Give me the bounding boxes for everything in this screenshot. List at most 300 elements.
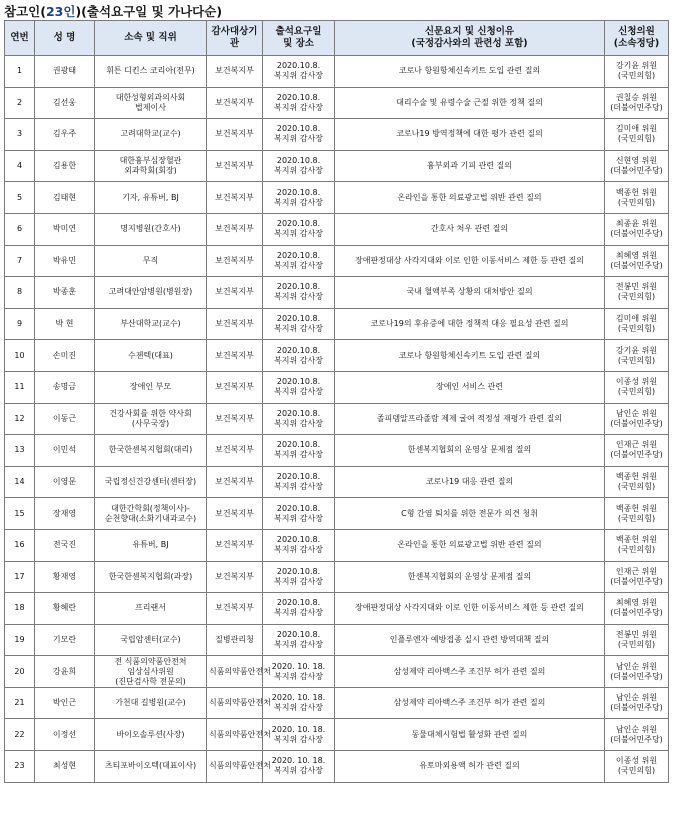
table-row xyxy=(5,308,669,340)
cell-member xyxy=(605,119,669,151)
date-text: 2020. 10. 18. xyxy=(271,724,326,734)
cell-no: 22 xyxy=(5,719,35,751)
cell-affiliation xyxy=(95,561,207,593)
cell-gist: 온라인을 통한 의료광고법 위반 관련 질의 xyxy=(335,182,605,214)
cell-gist: 온라인을 통한 의료광고법 위반 관련 질의 xyxy=(335,529,605,561)
cell-agency: 보건복지부 xyxy=(207,529,263,561)
header-member-line2: (소속정당) xyxy=(613,38,660,49)
cell-affiliation xyxy=(95,277,207,309)
cell-gist: 장애판정대상 사각지대와 이로 인한 이동서비스 제한 등 관련 질의 xyxy=(335,245,605,277)
cell-no: 4 xyxy=(5,150,35,182)
member-party: (더불어민주당) xyxy=(610,166,663,176)
member-party: (국민의힘) xyxy=(617,766,656,776)
member-name: 전봉민 위원 xyxy=(615,629,658,639)
affiliation-line: 대한흉부심장혈관 xyxy=(119,156,182,166)
cell-affiliation xyxy=(95,308,207,340)
cell-name: 김태현 xyxy=(35,182,95,214)
table-row xyxy=(5,245,669,277)
table-row xyxy=(5,403,669,435)
cell-name: 황재영 xyxy=(35,561,95,593)
cell-member xyxy=(605,529,669,561)
cell-affiliation xyxy=(95,340,207,372)
member-name: 최혜영 위원 xyxy=(615,598,658,608)
cell-member xyxy=(605,245,669,277)
place-text: 복지위 감사장 xyxy=(274,639,323,649)
header-agency: 감사대상기관 xyxy=(207,21,263,56)
date-text: 2020.10.8. xyxy=(276,598,321,608)
member-name: 남인순 위원 xyxy=(615,724,658,734)
cell-member xyxy=(605,498,669,530)
witness-table xyxy=(4,20,669,783)
affiliation-line: 프리랜서 xyxy=(135,603,166,613)
table-row xyxy=(5,182,669,214)
date-text: 2020.10.8. xyxy=(276,408,321,418)
affiliation-line: 유튜버, BJ xyxy=(132,540,169,550)
cell-member xyxy=(605,340,669,372)
cell-name: 박인근 xyxy=(35,687,95,719)
member-name: 남인순 위원 xyxy=(615,693,658,703)
cell-member xyxy=(605,277,669,309)
header-member-line1: 신청의원 xyxy=(618,26,655,37)
affiliation-line: 순천향대(소화기내과교수) xyxy=(104,513,197,523)
header-gist-line2: (국정감사와의 관련성 포함) xyxy=(411,38,528,49)
cell-name: 박종훈 xyxy=(35,277,95,309)
cell-date-place xyxy=(263,56,335,88)
place-text: 복지위 감사장 xyxy=(274,482,323,492)
cell-date-place xyxy=(263,119,335,151)
member-party: (국민의힘) xyxy=(617,292,656,302)
header-no: 연번 xyxy=(5,21,35,56)
cell-date-place xyxy=(263,561,335,593)
member-name: 이종성 위원 xyxy=(615,756,658,766)
affiliation-line: 고려대안암병원(병원장) xyxy=(108,287,193,297)
table-row xyxy=(5,561,669,593)
table-row xyxy=(5,751,669,783)
member-name: 신현영 위원 xyxy=(615,156,658,166)
member-party: (국민의힘) xyxy=(617,387,656,397)
cell-date-place xyxy=(263,150,335,182)
member-party: (국민의힘) xyxy=(617,545,656,555)
cell-name: 전국진 xyxy=(35,529,95,561)
date-text: 2020.10.8. xyxy=(276,61,321,71)
cell-date-place xyxy=(263,308,335,340)
cell-member xyxy=(605,624,669,656)
cell-gist: 국내 혈액부족 상황의 대처방안 질의 xyxy=(335,277,605,309)
cell-agency: 식품의약품안전처 xyxy=(207,656,263,688)
cell-name: 이동근 xyxy=(35,403,95,435)
cell-gist: 대리수술 및 유령수술 근절 위한 정책 질의 xyxy=(335,87,605,119)
cell-no: 8 xyxy=(5,277,35,309)
table-row xyxy=(5,466,669,498)
place-text: 복지위 감사장 xyxy=(274,134,323,144)
member-name: 백종헌 위원 xyxy=(615,503,658,513)
member-party: (국민의힘) xyxy=(617,324,656,334)
member-party: (더불어민주당) xyxy=(610,260,663,270)
date-text: 2020. 10. 18. xyxy=(271,756,326,766)
cell-agency: 보건복지부 xyxy=(207,498,263,530)
cell-affiliation xyxy=(95,182,207,214)
cell-name: 김용한 xyxy=(35,150,95,182)
date-text: 2020.10.8. xyxy=(276,250,321,260)
cell-member xyxy=(605,466,669,498)
cell-name: 박미연 xyxy=(35,213,95,245)
cell-no: 19 xyxy=(5,624,35,656)
cell-date-place xyxy=(263,403,335,435)
affiliation-line: 한국한센복지협회(과장) xyxy=(108,571,193,581)
cell-affiliation xyxy=(95,624,207,656)
cell-agency: 질병관리청 xyxy=(207,624,263,656)
cell-date-place xyxy=(263,435,335,467)
cell-affiliation xyxy=(95,56,207,88)
cell-date-place xyxy=(263,371,335,403)
cell-affiliation xyxy=(95,466,207,498)
member-party: (국민의힘) xyxy=(617,355,656,365)
cell-no: 12 xyxy=(5,403,35,435)
header-date-place-line2: 및 장소 xyxy=(283,38,314,49)
cell-gist: 간호사 처우 관련 질의 xyxy=(335,213,605,245)
member-party: (국민의힘) xyxy=(617,513,656,523)
cell-affiliation xyxy=(95,403,207,435)
place-text: 복지위 감사장 xyxy=(274,671,323,681)
member-name: 남인순 위원 xyxy=(615,661,658,671)
cell-gist: 코로나 항원항체신속키트 도입 관련 질의 xyxy=(335,340,605,372)
cell-affiliation xyxy=(95,150,207,182)
table-row xyxy=(5,593,669,625)
affiliation-line: 임상심사위원 xyxy=(127,666,174,676)
cell-no: 5 xyxy=(5,182,35,214)
cell-agency: 보건복지부 xyxy=(207,308,263,340)
member-party: (더불어민주당) xyxy=(610,576,663,586)
affiliation-line: 가천대 길병원(교수) xyxy=(115,698,186,708)
date-text: 2020.10.8. xyxy=(276,187,321,197)
cell-agency: 보건복지부 xyxy=(207,593,263,625)
title-prefix: 참고인( xyxy=(4,4,46,19)
cell-agency: 보건복지부 xyxy=(207,403,263,435)
affiliation-line: 국립암센터(교수) xyxy=(120,634,181,644)
cell-agency: 보건복지부 xyxy=(207,87,263,119)
place-text: 복지위 감사장 xyxy=(274,102,323,112)
cell-name: 권광태 xyxy=(35,56,95,88)
cell-date-place xyxy=(263,593,335,625)
cell-member xyxy=(605,403,669,435)
cell-name: 송명금 xyxy=(35,371,95,403)
date-text: 2020.10.8. xyxy=(276,156,321,166)
cell-member xyxy=(605,593,669,625)
cell-gist: 한센복지협회의 운영상 문제점 질의 xyxy=(335,435,605,467)
cell-agency: 보건복지부 xyxy=(207,435,263,467)
document-title xyxy=(4,2,222,20)
cell-affiliation xyxy=(95,119,207,151)
cell-no: 21 xyxy=(5,687,35,719)
cell-name: 박유민 xyxy=(35,245,95,277)
cell-agency: 보건복지부 xyxy=(207,119,263,151)
cell-name: 김우주 xyxy=(35,119,95,151)
cell-affiliation xyxy=(95,87,207,119)
cell-no: 13 xyxy=(5,435,35,467)
cell-name: 이민석 xyxy=(35,435,95,467)
cell-date-place xyxy=(263,719,335,751)
affiliation-line: 기자, 유튜버, BJ xyxy=(122,192,179,202)
member-name: 백종헌 위원 xyxy=(615,187,658,197)
table-row xyxy=(5,687,669,719)
table-row xyxy=(5,56,669,88)
date-text: 2020. 10. 18. xyxy=(271,693,326,703)
member-party: (더불어민주당) xyxy=(610,608,663,618)
cell-gist: 코로나19의 후유증에 대한 정책적 대응 필요성 관련 질의 xyxy=(335,308,605,340)
cell-gist: 코로나19 대응 관련 질의 xyxy=(335,466,605,498)
cell-no: 7 xyxy=(5,245,35,277)
cell-date-place xyxy=(263,498,335,530)
cell-affiliation xyxy=(95,245,207,277)
header-gist xyxy=(335,21,605,56)
cell-gist: 코로나19 방역정책에 대한 평가 관련 질의 xyxy=(335,119,605,151)
cell-name: 손미진 xyxy=(35,340,95,372)
cell-affiliation xyxy=(95,371,207,403)
cell-name: 김선웅 xyxy=(35,87,95,119)
table-header-row xyxy=(5,21,669,56)
affiliation-line: 외과학회(회장) xyxy=(124,166,177,176)
cell-affiliation xyxy=(95,719,207,751)
cell-date-place xyxy=(263,182,335,214)
place-text: 복지위 감사장 xyxy=(274,766,323,776)
member-name: 백종헌 위원 xyxy=(615,535,658,545)
cell-no: 3 xyxy=(5,119,35,151)
place-text: 복지위 감사장 xyxy=(274,450,323,460)
date-text: 2020.10.8. xyxy=(276,503,321,513)
date-text: 2020.10.8. xyxy=(276,472,321,482)
cell-date-place xyxy=(263,87,335,119)
table-row xyxy=(5,529,669,561)
date-text: 2020.10.8. xyxy=(276,92,321,102)
table-row xyxy=(5,213,669,245)
member-party: (국민의힘) xyxy=(617,71,656,81)
member-party: (국민의힘) xyxy=(617,134,656,144)
member-name: 이종성 위원 xyxy=(615,377,658,387)
affiliation-line: 한국한센복지협회(대리) xyxy=(108,445,193,455)
place-text: 복지위 감사장 xyxy=(274,545,323,555)
affiliation-line: 법제이사 xyxy=(135,102,166,112)
date-text: 2020.10.8. xyxy=(276,629,321,639)
header-date-place xyxy=(263,21,335,56)
cell-name: 이영문 xyxy=(35,466,95,498)
cell-agency: 보건복지부 xyxy=(207,371,263,403)
cell-member xyxy=(605,561,669,593)
cell-name: 이정선 xyxy=(35,719,95,751)
place-text: 복지위 감사장 xyxy=(274,387,323,397)
cell-no: 15 xyxy=(5,498,35,530)
affiliation-line: 전 식품의약품안전처 xyxy=(114,656,187,666)
member-party: (국민의힘) xyxy=(617,482,656,492)
header-affiliation: 소속 및 직위 xyxy=(95,21,207,56)
header-gist-line1: 신문요지 및 신청이유 xyxy=(424,26,515,37)
cell-gist: 인플루엔자 예방접종 실시 관련 방역대책 질의 xyxy=(335,624,605,656)
cell-agency: 보건복지부 xyxy=(207,340,263,372)
cell-member xyxy=(605,150,669,182)
cell-agency: 보건복지부 xyxy=(207,150,263,182)
cell-date-place xyxy=(263,466,335,498)
cell-member xyxy=(605,435,669,467)
member-party: (더불어민주당) xyxy=(610,671,663,681)
table-row xyxy=(5,340,669,372)
table-row xyxy=(5,498,669,530)
table-row xyxy=(5,277,669,309)
place-text: 복지위 감사장 xyxy=(274,71,323,81)
cell-name: 황혜란 xyxy=(35,593,95,625)
date-text: 2020.10.8. xyxy=(276,314,321,324)
cell-agency: 보건복지부 xyxy=(207,56,263,88)
date-text: 2020.10.8. xyxy=(276,566,321,576)
affiliation-line: 고려대학교(교수) xyxy=(120,129,181,139)
cell-member xyxy=(605,751,669,783)
cell-no: 2 xyxy=(5,87,35,119)
affiliation-line: 명지병원(간호사) xyxy=(120,224,181,234)
place-text: 복지위 감사장 xyxy=(274,576,323,586)
cell-no: 23 xyxy=(5,751,35,783)
cell-date-place xyxy=(263,340,335,372)
cell-affiliation xyxy=(95,751,207,783)
cell-affiliation xyxy=(95,656,207,688)
cell-gist: 삼성제약 리아백스주 조건부 허가 관련 질의 xyxy=(335,687,605,719)
cell-affiliation xyxy=(95,435,207,467)
cell-gist: 한센복지협회의 운영상 문제점 질의 xyxy=(335,561,605,593)
member-name: 남인순 위원 xyxy=(615,408,658,418)
cell-member xyxy=(605,87,669,119)
cell-gist: 코로나 항원항체신속키트 도입 관련 질의 xyxy=(335,56,605,88)
cell-member xyxy=(605,656,669,688)
member-party: (더불어민주당) xyxy=(610,102,663,112)
member-name: 김미애 위원 xyxy=(615,124,658,134)
cell-name: 최성현 xyxy=(35,751,95,783)
member-name: 강기윤 위원 xyxy=(615,61,658,71)
date-text: 2020.10.8. xyxy=(276,535,321,545)
member-name: 인재근 위원 xyxy=(615,440,658,450)
cell-name: 장재영 xyxy=(35,498,95,530)
title-count: 23인 xyxy=(45,4,76,19)
cell-no: 11 xyxy=(5,371,35,403)
cell-name: 박 현 xyxy=(35,308,95,340)
affiliation-line: 장애인 부모 xyxy=(129,382,172,392)
affiliation-line: 국립정신건강센터(센터장) xyxy=(104,477,197,487)
cell-member xyxy=(605,371,669,403)
affiliation-line: 건강사회를 위한 약사회 xyxy=(109,408,192,418)
cell-affiliation xyxy=(95,498,207,530)
affiliation-line: 대한성형외과의사회 xyxy=(115,92,186,102)
cell-gist: 장애인 서비스 관련 xyxy=(335,371,605,403)
header-name: 성 명 xyxy=(35,21,95,56)
date-text: 2020.10.8. xyxy=(276,282,321,292)
table-row xyxy=(5,719,669,751)
member-party: (더불어민주당) xyxy=(610,418,663,428)
date-text: 2020.10.8. xyxy=(276,377,321,387)
affiliation-line: 바이오솔루션(사장) xyxy=(116,729,185,739)
cell-name: 강윤희 xyxy=(35,656,95,688)
affiliation-line: 무직 xyxy=(142,255,159,265)
cell-member xyxy=(605,56,669,88)
member-party: (더불어민주당) xyxy=(610,229,663,239)
affiliation-line: 츠티포바이오텍(대표이사) xyxy=(104,761,197,771)
cell-agency: 식품의약품안전처 xyxy=(207,687,263,719)
cell-affiliation xyxy=(95,687,207,719)
member-party: (국민의힘) xyxy=(617,639,656,649)
cell-gist: 삼성제약 리아백스주 조건부 허가 관련 질의 xyxy=(335,656,605,688)
table-row xyxy=(5,119,669,151)
cell-no: 16 xyxy=(5,529,35,561)
cell-gist: 동물대체시험법 활성화 관련 질의 xyxy=(335,719,605,751)
cell-name: 기모란 xyxy=(35,624,95,656)
affiliation-line: (사무국장) xyxy=(131,418,170,428)
table-row xyxy=(5,371,669,403)
place-text: 복지위 감사장 xyxy=(274,608,323,618)
member-party: (더불어민주당) xyxy=(610,450,663,460)
table-row xyxy=(5,656,669,688)
cell-date-place xyxy=(263,624,335,656)
cell-no: 1 xyxy=(5,56,35,88)
cell-date-place xyxy=(263,656,335,688)
cell-date-place xyxy=(263,751,335,783)
date-text: 2020.10.8. xyxy=(276,440,321,450)
table-row xyxy=(5,624,669,656)
date-text: 2020.10.8. xyxy=(276,345,321,355)
place-text: 복지위 감사장 xyxy=(274,260,323,270)
date-text: 2020. 10. 18. xyxy=(271,661,326,671)
member-party: (더불어민주당) xyxy=(610,734,663,744)
member-name: 권칠승 위원 xyxy=(615,92,658,102)
cell-affiliation xyxy=(95,213,207,245)
cell-agency: 보건복지부 xyxy=(207,561,263,593)
cell-affiliation xyxy=(95,529,207,561)
cell-agency: 보건복지부 xyxy=(207,182,263,214)
place-text: 복지위 감사장 xyxy=(274,324,323,334)
affiliation-line: 수젠텍(대표) xyxy=(128,350,173,360)
cell-member xyxy=(605,213,669,245)
cell-no: 18 xyxy=(5,593,35,625)
cell-date-place xyxy=(263,529,335,561)
member-party: (더불어민주당) xyxy=(610,703,663,713)
header-date-place-line1: 출석요구일 xyxy=(275,26,322,37)
cell-no: 20 xyxy=(5,656,35,688)
member-name: 강기윤 위원 xyxy=(615,345,658,355)
cell-gist: C형 간염 퇴치를 위한 전문가 의견 청취 xyxy=(335,498,605,530)
place-text: 복지위 감사장 xyxy=(274,734,323,744)
affiliation-line: 대한간학회(정책이사)- xyxy=(111,503,190,513)
member-party: (국민의힘) xyxy=(617,197,656,207)
cell-member xyxy=(605,182,669,214)
cell-no: 9 xyxy=(5,308,35,340)
place-text: 복지위 감사장 xyxy=(274,292,323,302)
cell-agency: 식품의약품안전처 xyxy=(207,751,263,783)
cell-gist: 유토마외용액 허가 관련 질의 xyxy=(335,751,605,783)
cell-date-place xyxy=(263,687,335,719)
affiliation-line: (진단검사학 전문의) xyxy=(115,676,186,686)
table-row xyxy=(5,87,669,119)
cell-agency: 보건복지부 xyxy=(207,466,263,498)
member-name: 최혜영 위원 xyxy=(615,250,658,260)
cell-agency: 식품의약품안전처 xyxy=(207,719,263,751)
table-row xyxy=(5,150,669,182)
cell-date-place xyxy=(263,277,335,309)
cell-agency: 보건복지부 xyxy=(207,277,263,309)
cell-date-place xyxy=(263,245,335,277)
affiliation-line: 부산대학교(교수) xyxy=(120,319,181,329)
title-suffix: )(출석요구일 및 가나다순) xyxy=(75,4,223,19)
cell-member xyxy=(605,308,669,340)
date-text: 2020.10.8. xyxy=(276,219,321,229)
cell-no: 10 xyxy=(5,340,35,372)
cell-gist: 장애판정대상 사각지대와 이로 인한 이동서비스 제한 등 관련 질의 xyxy=(335,593,605,625)
member-name: 전봉민 위원 xyxy=(615,282,658,292)
place-text: 복지위 감사장 xyxy=(274,355,323,365)
cell-date-place xyxy=(263,213,335,245)
